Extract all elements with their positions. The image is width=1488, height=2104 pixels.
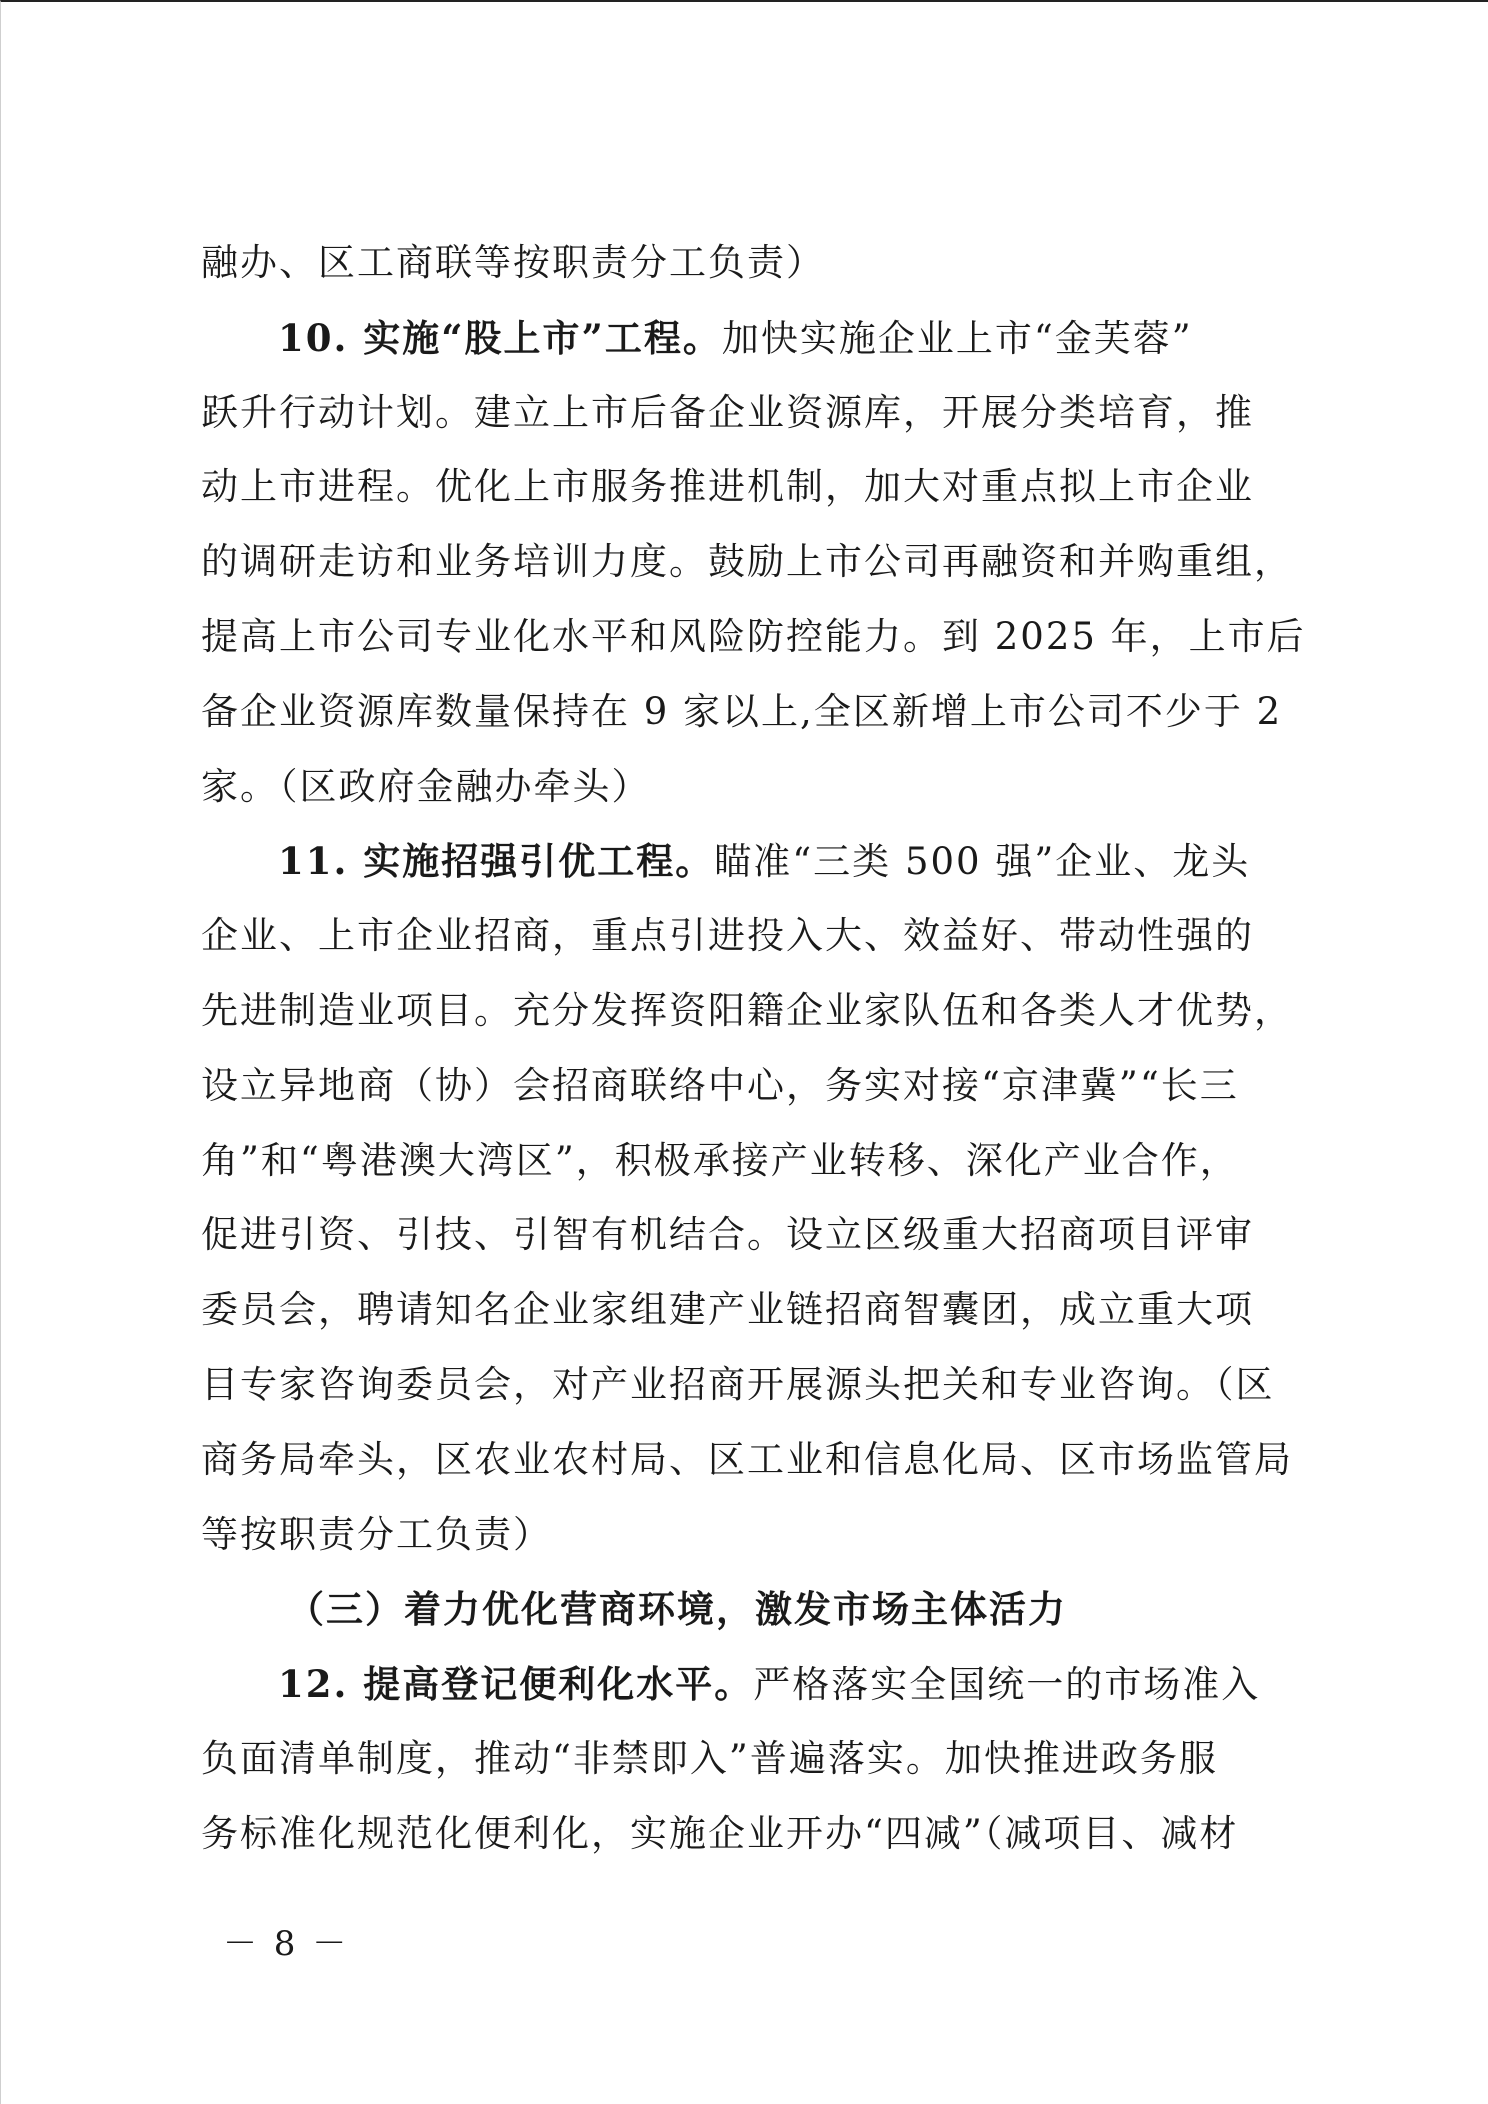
item-12-heading: 12. 提高登记便利化水平。 xyxy=(278,1662,754,1707)
item-11-text: 瞄准“三类 500 强”企业、龙头 xyxy=(714,840,1251,884)
item-11-line: 商务局牵头，区农业农村局、区工业和信息化局、区市场监管局 xyxy=(201,1437,1293,1481)
item-10-line: 家。（区政府金融办牵头） xyxy=(201,764,651,808)
item-11-line: 角”和“粤港澳大湾区”，积极承接产业转移、深化产业合作， xyxy=(201,1138,1239,1182)
item-12-line: 负面清单制度，推动“非禁即入”普遍落实。加快推进政务服 xyxy=(201,1736,1218,1780)
item-11-line: 企业、上市企业招商，重点引进投入大、效益好、带动性强的 xyxy=(201,914,1254,958)
continuation-line: 融办、区工商联等按职责分工负责） xyxy=(201,241,825,284)
page-number: － 8 － xyxy=(223,1924,350,1964)
item-11-line: 目专家咨询委员会，对产业招商开展源头把关和专业咨询。（区 xyxy=(201,1362,1275,1406)
item-10-first-line xyxy=(201,301,1289,376)
item-11-heading: 11. 实施招强引优工程。 xyxy=(278,839,715,884)
item-11-line: 委员会，聘请知名企业家组建产业链招商智囊团，成立重大项 xyxy=(201,1288,1254,1332)
item-11-line: 促进引资、引技、引智有机结合。设立区级重大招商项目评审 xyxy=(201,1213,1254,1257)
item-12-first-line xyxy=(201,1647,1289,1722)
item-10-heading: 10. 实施“股上市”工程。 xyxy=(278,315,722,360)
item-11-first-line xyxy=(201,824,1289,899)
item-10-line: 备企业资源库数量保持在 9 家以上,全区新增上市公司不少于 2 xyxy=(201,689,1283,733)
item-11-line: 设立异地商（协）会招商联络中心，务实对接“京津冀”“长三 xyxy=(201,1063,1239,1107)
item-10-line: 的调研走访和业务培训力度。鼓励上市公司再融资和并购重组， xyxy=(201,540,1293,584)
item-10-text: 加快实施企业上市“金芙蓉” xyxy=(721,316,1193,360)
body-text xyxy=(201,226,1306,1872)
item-11-line: 等按职责分工负责） xyxy=(201,1512,552,1556)
item-11-line: 先进制造业项目。充分发挥资阳籍企业家队伍和各类人才优势， xyxy=(201,988,1293,1032)
item-10-line: 提高上市公司专业化水平和风险防控能力。到 2025 年，上市后 xyxy=(201,614,1306,658)
item-10-line: 动上市进程。优化上市服务推进机制，加大对重点拟上市企业 xyxy=(201,465,1254,509)
item-12-line: 务标准化规范化便利化，实施企业开办“四减”（减项目、减材 xyxy=(201,1811,1239,1855)
item-10-line: 跃升行动计划。建立上市后备企业资源库，开展分类培育，推 xyxy=(201,390,1254,434)
section-heading: （三）着力优化营商环境，激发市场主体活力 xyxy=(287,1587,1067,1632)
item-12-text: 严格落实全国统一的市场准入 xyxy=(753,1663,1261,1707)
